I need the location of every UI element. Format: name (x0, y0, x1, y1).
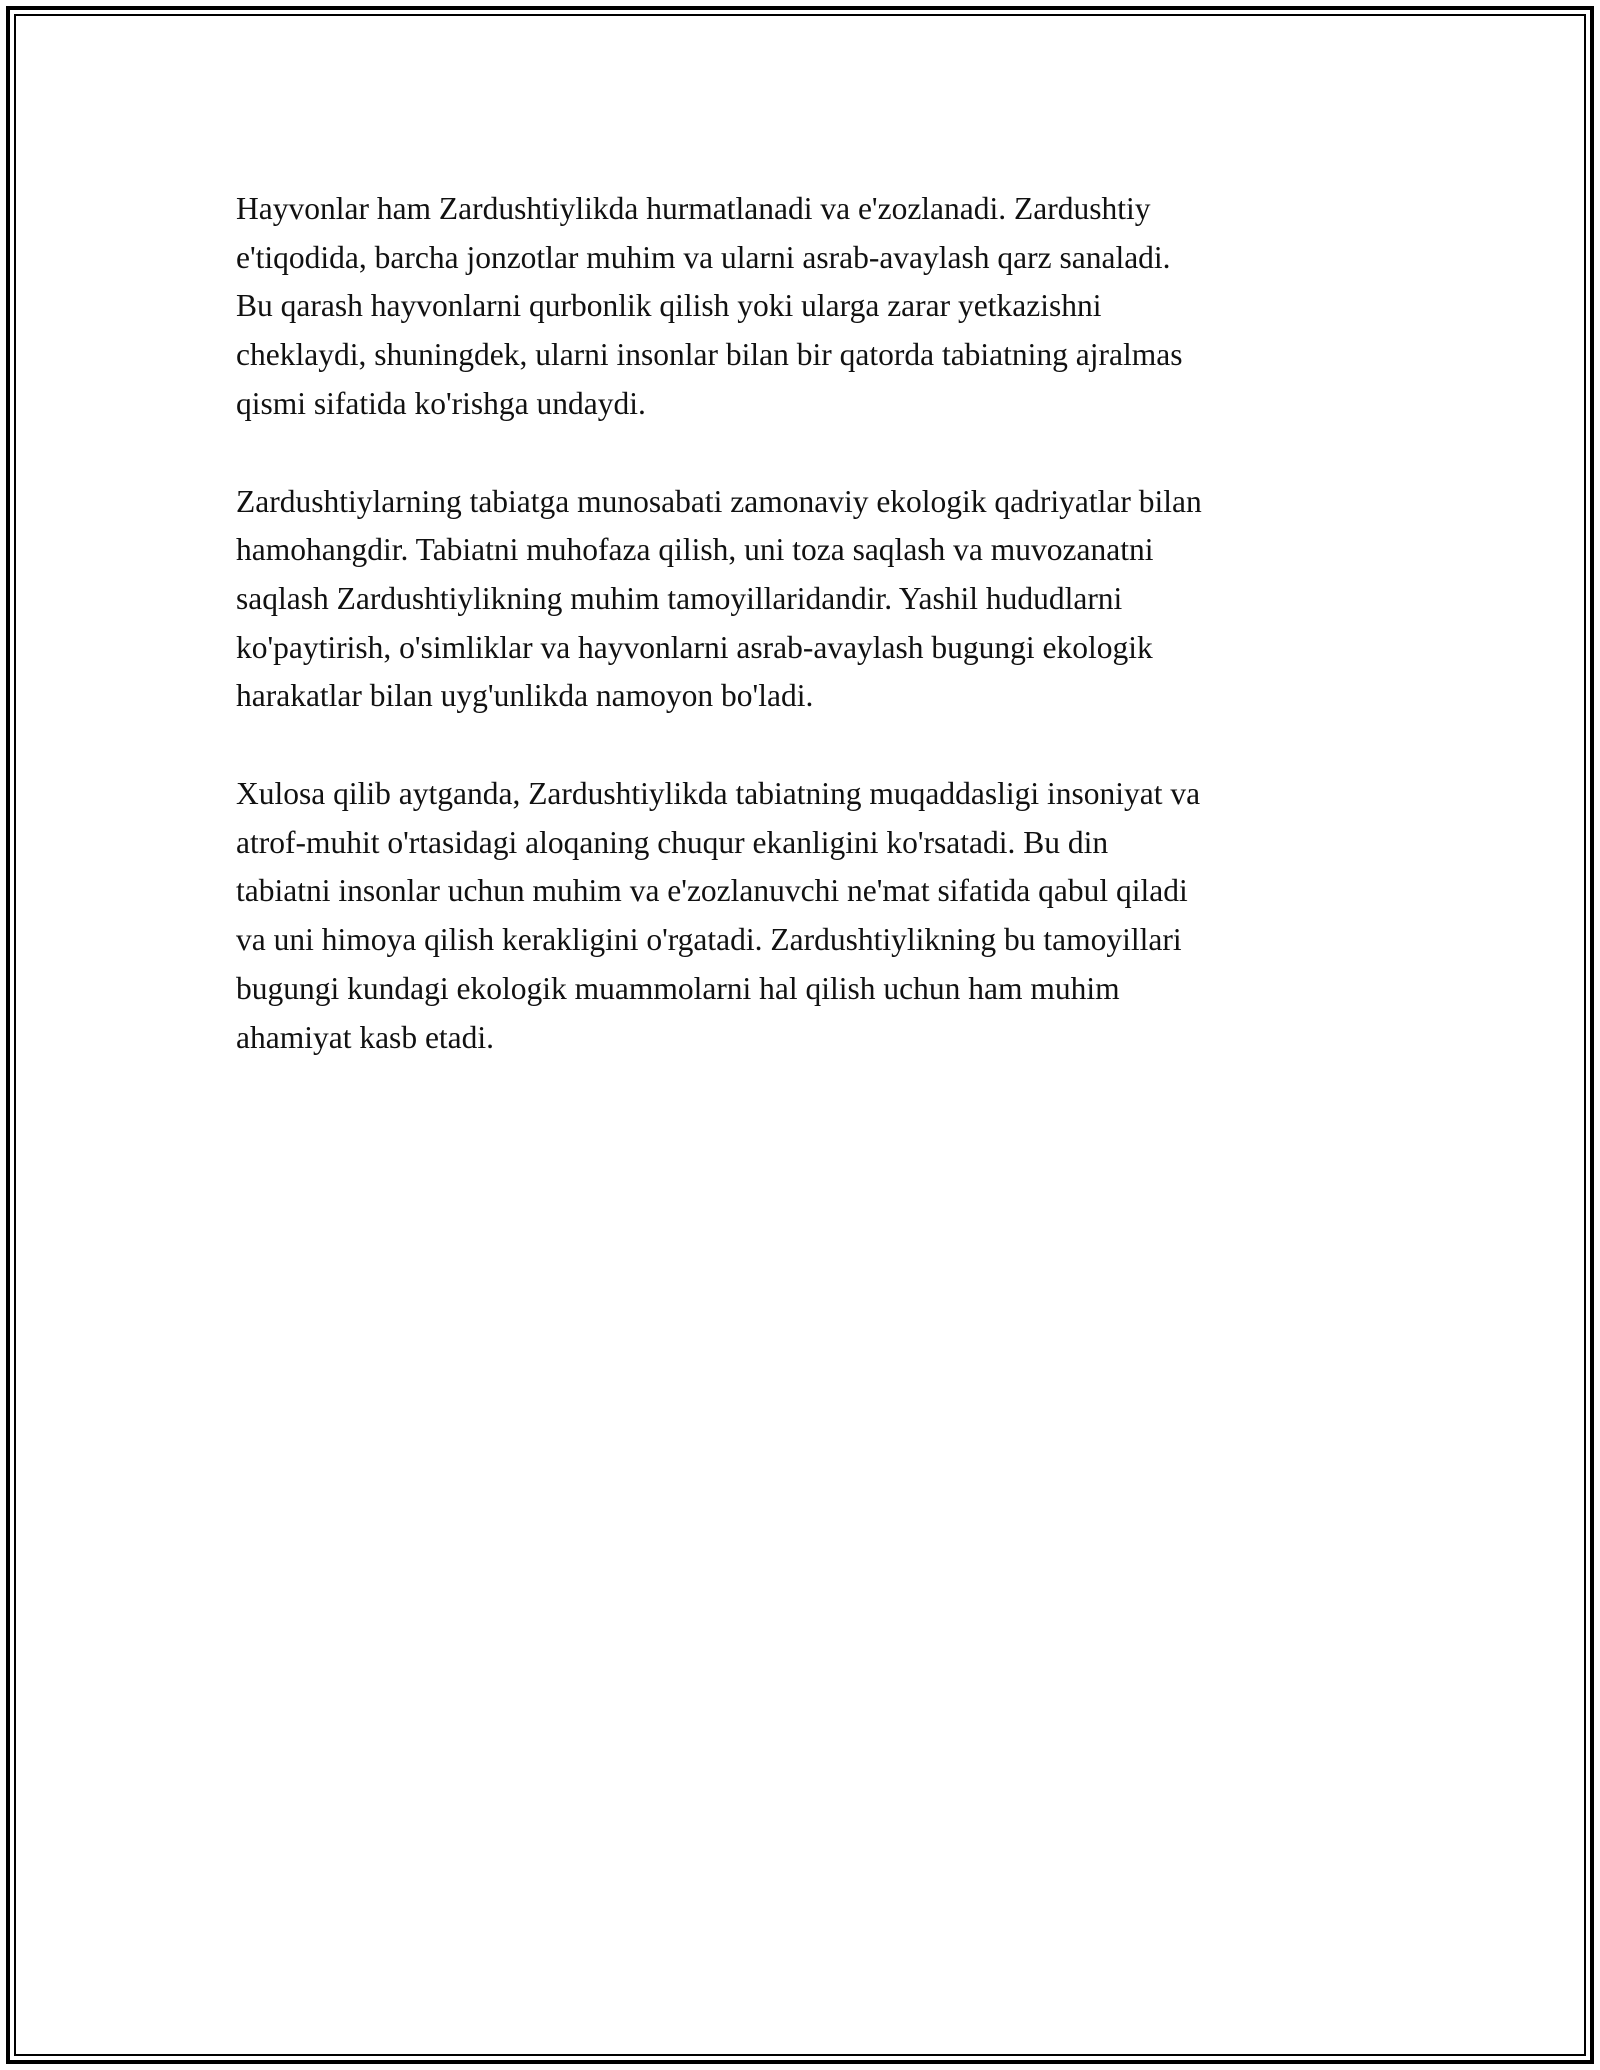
text-line: Xulosa qilib aytganda, Zardushtiylikda tabiatning muqaddasligi insoniyat va (236, 776, 1201, 812)
paragraph-conclusion (236, 770, 1366, 1062)
text-line: va uni himoya qilish kerakligini o'rgatadi. Zardushtiylikning bu tamoyillari (236, 922, 1182, 958)
text-line: Hayvonlar ham Zardushtiylikda hurmatlanadi va e'zozlanadi. Zardushtiy (236, 191, 1151, 226)
document-body (236, 185, 1366, 1111)
text-line: tabiatni insonlar uchun muhim va e'zozlanuvchi ne'mat sifatida qabul qiladi (236, 873, 1188, 909)
text-line: hamohangdir. Tabiatni muhofaza qilish, uni toza saqlash va muvozanatni (236, 532, 1154, 568)
text-line: atrof-muhit o'rtasidagi aloqaning chuqur ekanligini ko'rsatadi. Bu din (236, 824, 1109, 860)
text-line: qismi sifatida ko'rishga undaydi. (236, 385, 646, 421)
text-line: saqlash Zardushtiylikning muhim tamoyillaridandir. Yashil hududlarni (236, 580, 1123, 616)
text-line: ko'paytirish, o'simliklar va hayvonlarni asrab-avaylash bugungi ekologik (236, 629, 1153, 665)
text-line: ahamiyat kasb etadi. (236, 1019, 495, 1055)
text-line: harakatlar bilan uyg'unlikda namoyon bo'ladi. (236, 678, 814, 714)
text-line: bugungi kundagi ekologik muammolarni hal qilish uchun ham muhim (236, 970, 1120, 1006)
text-line: cheklaydi, shuningdek, ularni insonlar bilan bir qatorda tabiatning ajralmas (236, 337, 1183, 373)
paragraph-ecology (236, 478, 1366, 722)
text-line: e'tiqodida, barcha jonzotlar muhim va ularni asrab-avaylash qarz sanaladi. (236, 239, 1171, 275)
text-line: Zardushtiylarning tabiatga munosabati zamonaviy ekologik qadriyatlar bilan (236, 483, 1202, 519)
paragraph-animals (236, 185, 1366, 429)
text-line: Bu qarash hayvonlarni qurbonlik qilish yoki ularga zarar yetkazishni (236, 288, 1102, 324)
